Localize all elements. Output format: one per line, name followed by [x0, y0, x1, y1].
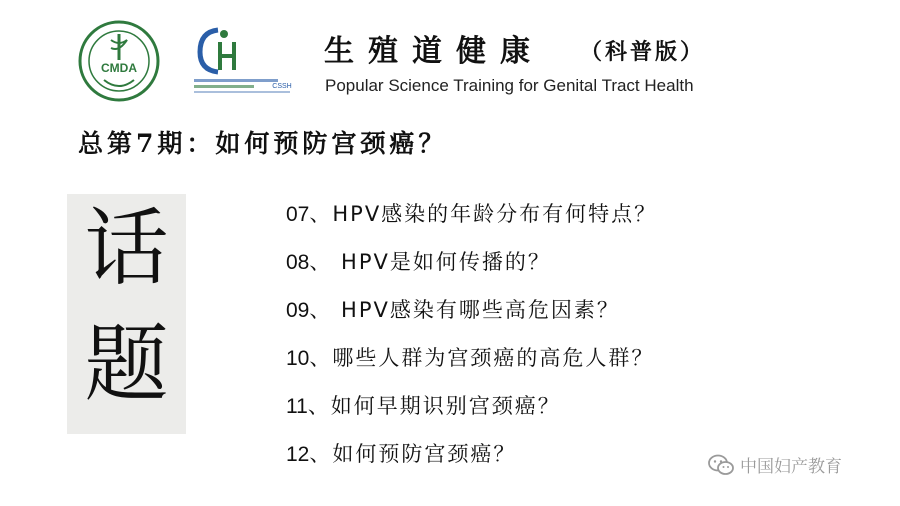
cssh-logo — [174, 24, 298, 98]
question-text: 、如何早期识别宫颈癌？ — [307, 394, 561, 418]
question-text: 、如何预防宫颈癌？ — [309, 442, 517, 466]
question-number: 11 — [286, 395, 308, 418]
question-number: 09 — [286, 299, 310, 322]
question-text: 、 HPV是如何传播的？ — [309, 250, 551, 274]
question-number: 07 — [286, 203, 310, 226]
question-item — [286, 340, 657, 388]
title-english: Popular Science Training for Genital Tract Health — [325, 76, 694, 95]
issue-title: 总第7期：如何预防宫颈癌？ — [78, 129, 448, 158]
question-item — [286, 244, 657, 292]
topic-box — [67, 194, 186, 434]
watermark-text: 中国妇产教育 — [740, 457, 842, 477]
cssh-logo-text: CSSH — [272, 83, 292, 90]
question-number: 10 — [286, 347, 310, 370]
question-list — [286, 196, 657, 484]
question-item — [286, 292, 657, 340]
question-item — [286, 436, 657, 484]
question-number: 12 — [286, 443, 310, 466]
watermark — [708, 452, 842, 477]
wechat-icon — [708, 454, 734, 476]
cmda-logo — [78, 20, 160, 102]
question-text: 、 HPV感染有哪些高危因素？ — [309, 298, 620, 322]
title-chinese: 生殖道健康 — [324, 34, 544, 69]
question-text: 、HPV感染的年龄分布有何特点？ — [309, 202, 658, 226]
question-item — [286, 196, 657, 244]
question-item — [286, 388, 657, 436]
question-number: 08 — [286, 251, 310, 274]
cmda-logo-text: CMDA — [101, 61, 137, 75]
title-edition-tag: （科普版） — [580, 39, 706, 65]
question-text: 、哪些人群为宫颈癌的高危人群？ — [309, 346, 655, 370]
topic-char-1: 话 — [84, 199, 169, 297]
topic-char-2: 题 — [84, 315, 169, 413]
